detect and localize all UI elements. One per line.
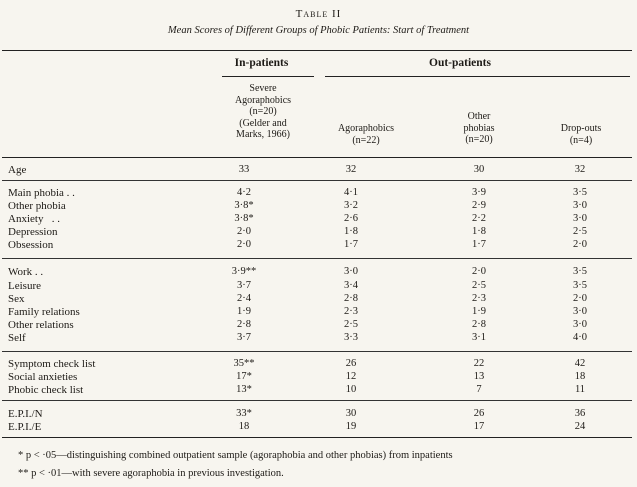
table-cell: 10 (345, 384, 357, 395)
table-cell: 3·4 (344, 280, 358, 291)
row-label: Other phobia (8, 200, 66, 212)
table-cell: 4·0 (573, 332, 587, 343)
table-cell: 42 (574, 358, 586, 369)
table-cell: 18 (574, 371, 586, 382)
table-cell: 13* (236, 384, 252, 395)
table-cell: 3·1 (472, 332, 486, 343)
row-label: Family relations (8, 306, 80, 318)
table-cell: 22 (473, 358, 485, 369)
row-label: Self (8, 332, 26, 344)
table-cell: 3·0 (573, 319, 587, 330)
table-cell: 2·0 (573, 239, 587, 250)
table-cell: 2·9 (472, 200, 486, 211)
section-rule-1 (2, 180, 632, 181)
table-cell: 26 (345, 358, 357, 369)
table-cell: 2·0 (237, 239, 251, 250)
table-cell: 3·3 (344, 332, 358, 343)
table-cell: 12 (345, 371, 357, 382)
table-cell: 3·2 (344, 200, 358, 211)
top-rule (2, 50, 632, 51)
table-cell: 4·2 (237, 187, 251, 198)
table-cell: 3·8* (234, 213, 254, 224)
table-cell: 2·2 (472, 213, 486, 224)
section-rule-2 (2, 258, 632, 259)
row-label: Leisure (8, 280, 41, 292)
table-cell: 4·1 (344, 187, 358, 198)
table-cell: 3·0 (573, 200, 587, 211)
column-header-severe-agoraphobics: Severe Agoraphobics (n=20) (Gelder and Marks, 1966) (234, 83, 292, 140)
column-header-other-phobias: Other phobias (n=20) (463, 111, 495, 145)
row-label: Symptom check list (8, 358, 96, 370)
table-cell: 2·5 (573, 226, 587, 237)
row-label: Sex (8, 293, 25, 305)
row-label: Obsession (8, 239, 54, 251)
table-cell: 30 (473, 164, 485, 175)
table-cell: 3·8* (234, 200, 254, 211)
group-header-outpatients: Out-patients (429, 57, 491, 69)
row-label: Anxiety . . (8, 213, 60, 225)
table-title: Table II (295, 8, 342, 20)
table-cell: 3·0 (344, 266, 358, 277)
table-cell: 2·5 (472, 280, 486, 291)
table-cell: 18 (238, 421, 250, 432)
table-cell: 3·9** (231, 266, 257, 277)
footnote: ** p < ·01—with severe agoraphobia in previous investigation. (18, 468, 284, 479)
table-cell: 33 (238, 164, 250, 175)
table-cell: 32 (574, 164, 586, 175)
row-label: Main phobia . . (8, 187, 75, 199)
row-label: Age (8, 164, 27, 176)
table-cell: 2·8 (237, 319, 251, 330)
table-subtitle: Mean Scores of Different Groups of Phobic Patients: Start of Treatment (167, 25, 470, 36)
table-cell: 2·6 (344, 213, 358, 224)
footnote: * p < ·05—distinguishing combined outpatient sample (agoraphobia and other phobias) from inpatients (18, 450, 453, 461)
outpatients-underline (325, 76, 630, 77)
group-header-inpatients: In-patients (234, 57, 289, 69)
table-cell: 2·0 (472, 266, 486, 277)
row-label: E.P.I./N (8, 408, 43, 420)
table-cell: 3·5 (573, 187, 587, 198)
inpatients-underline (222, 76, 314, 77)
table-cell: 2·0 (237, 226, 251, 237)
table-cell: 19 (345, 421, 357, 432)
table-cell: 3·0 (573, 306, 587, 317)
table-cell: 2·8 (344, 293, 358, 304)
header-rule (2, 157, 632, 158)
table-cell: 2·5 (344, 319, 358, 330)
row-label: Social anxieties (8, 371, 78, 383)
table-cell: 26 (473, 408, 485, 419)
table-cell: 33* (236, 408, 252, 419)
bottom-rule (2, 437, 632, 438)
row-label: Work . . (8, 266, 44, 278)
row-label: Phobic check list (8, 384, 84, 396)
section-rule-3 (2, 351, 632, 352)
table-cell: 35** (233, 358, 255, 369)
table-cell: 32 (345, 164, 357, 175)
table-cell: 11 (574, 384, 586, 395)
table-cell: 2·4 (237, 293, 251, 304)
row-label: Other relations (8, 319, 74, 331)
table-cell: 17* (236, 371, 252, 382)
table-cell: 2·3 (472, 293, 486, 304)
table-cell: 7 (476, 384, 482, 395)
table-cell: 1·9 (472, 306, 486, 317)
table-cell: 2·0 (573, 293, 587, 304)
table-cell: 36 (574, 408, 586, 419)
table-cell: 2·8 (472, 319, 486, 330)
row-label: Depression (8, 226, 58, 238)
table-cell: 1·8 (344, 226, 358, 237)
table-cell: 30 (345, 408, 357, 419)
table-cell: 1·7 (344, 239, 358, 250)
table-cell: 3·0 (573, 213, 587, 224)
table-cell: 1·9 (237, 306, 251, 317)
row-label: E.P.I./E (8, 421, 42, 433)
table-cell: 3·9 (472, 187, 486, 198)
table-cell: 13 (473, 371, 485, 382)
table-cell: 17 (473, 421, 485, 432)
table-cell: 1·8 (472, 226, 486, 237)
table-cell: 3·7 (237, 280, 251, 291)
section-rule-4 (2, 400, 632, 401)
table-cell: 24 (574, 421, 586, 432)
table-cell: 3·7 (237, 332, 251, 343)
column-header-agoraphobics: Agoraphobics (n=22) (337, 123, 395, 146)
table-cell: 2·3 (344, 306, 358, 317)
table-cell: 3·5 (573, 280, 587, 291)
column-header-drop-outs: Drop-outs (n=4) (560, 123, 602, 146)
table-cell: 1·7 (472, 239, 486, 250)
table-cell: 3·5 (573, 266, 587, 277)
